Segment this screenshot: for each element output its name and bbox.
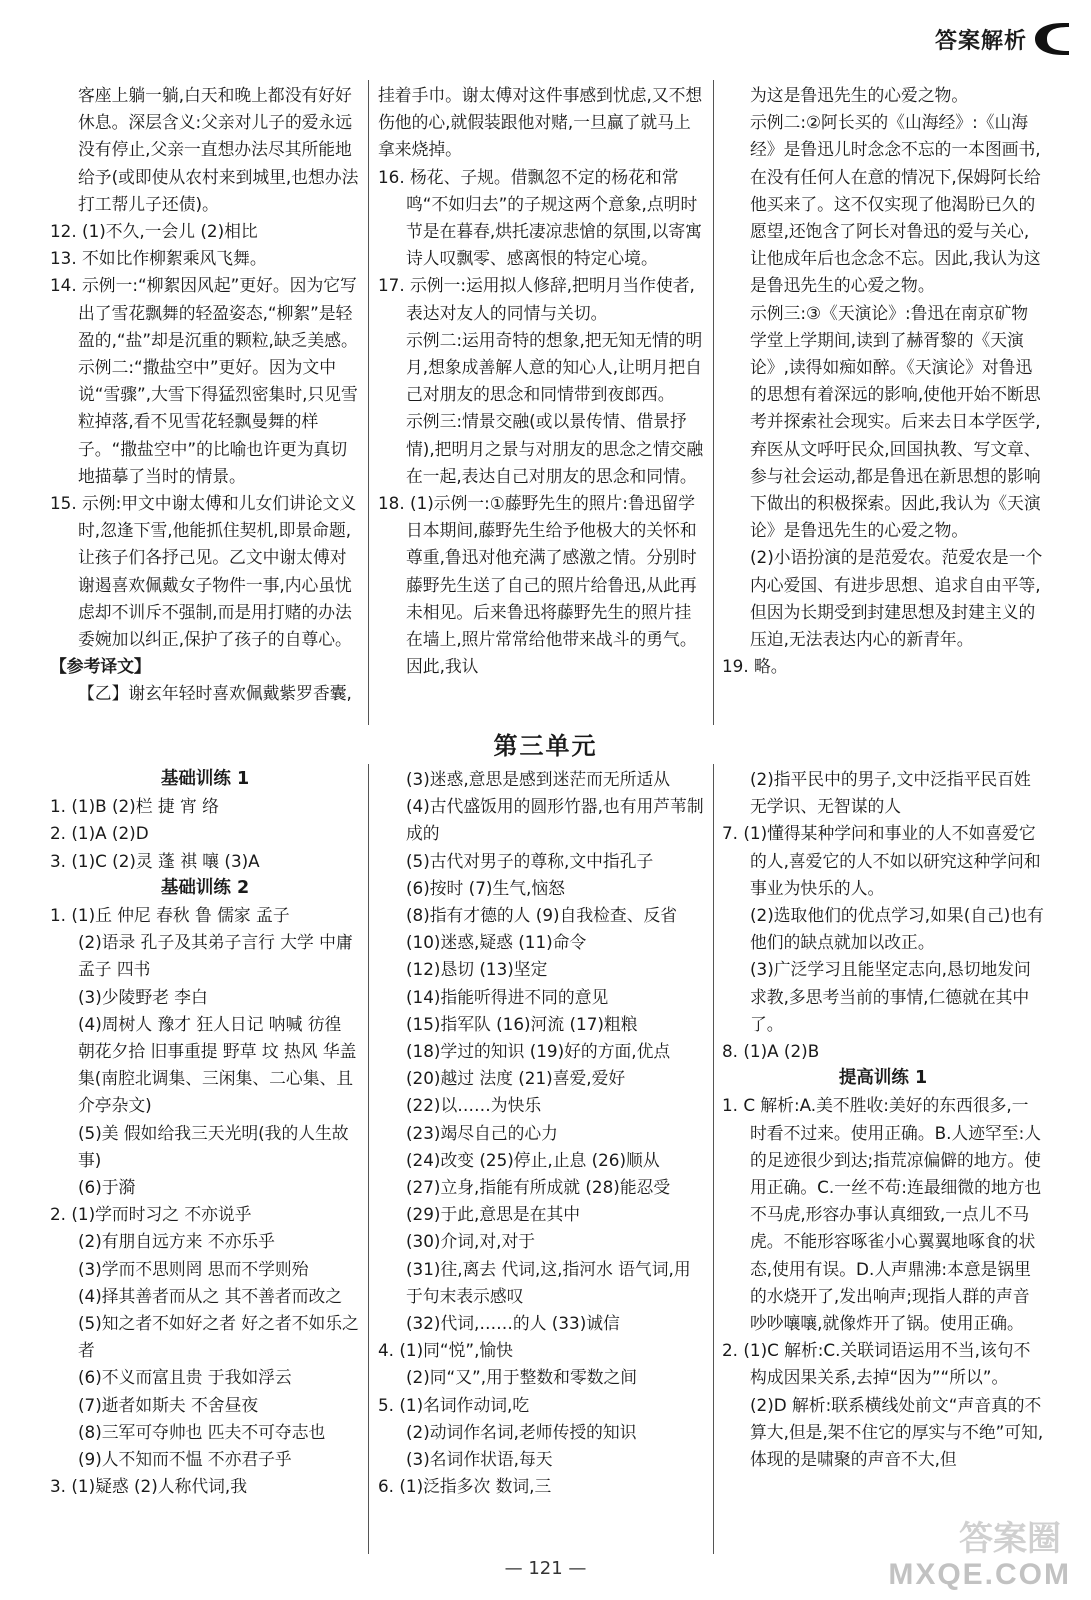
unit-title: 第三单元 [493,732,598,760]
answer-line: 1. (1)B (2)栏 捷 宵 络 [50,796,219,817]
answer-line: (5)知之者不如好之者 好之者不如乐之者 [78,1313,359,1361]
column-divider [368,80,369,725]
answer-line: (4)择其善者而从之 其不善者而改之 [78,1285,343,1306]
answer-line: (24)改变 (25)停止,止息 (26)顺从 [406,1149,660,1170]
answer-line: (32)代词,……的人 (33)诚信 [406,1313,620,1334]
watermark-url: MXQE.COM [888,1558,1071,1591]
answer-line: 1. (1)丘 仲尼 春秋 鲁 儒家 孟子 [50,905,290,926]
answer-line: (15)指军队 (16)河流 (17)粗粮 [406,1013,638,1034]
header-tab-icon [1033,21,1071,57]
answer-line: 示例二:“撒盐空中”更好。因为文中说“雪骤”,大雪下得猛烈密集时,只见雪粒掉落,看不见雪花轻飘曼舞的样子。“撒盐空中”的比喻也许更为真切地描摹了当时的情景。 [78,357,358,486]
answer-line: 示例二:②阿长买的《山海经》:《山海经》是鲁迅儿时念念不忘的一本图画书,在没有任何人在意的情况下,保姆阿长给他买来了。这不仅实现了他渴盼已久的愿望,还饱含了阿长对鲁迅的爱与关心,让他成年后也念念不忘。因此,我认为这是鲁迅先生的心爱之物。 [750,112,1041,296]
answer-line: (22)以……为快乐 [406,1095,542,1116]
answer-line: (20)越过 法度 (21)喜爱,爱好 [406,1068,626,1089]
answer-line: 示例二:运用奇特的想象,把无知无情的明月,想象成善解人意的知心人,让明月把自己对朋友的思念和同情带到夜郎西。 [406,329,703,405]
answer-line: (3)名词作状语,每天 [406,1449,553,1470]
answer-line: 15. 示例:甲文中谢太傅和儿女们讲论文义时,忽逢下雪,他能抓住契机,即景命题,让孩子们各抒己见。乙文中谢太傅对谢遏喜欢佩戴女子物件一事,内心虽忧虑却不训斥不强制,而是用打赌的办法委婉加以纠正,保护了孩子的自尊心。 [50,493,357,650]
answer-line: (3)迷惑,意思是感到迷茫而无所适从 [406,769,671,789]
answer-line: 客座上躺一躺,白天和晚上都没有好好休息。深层含义:父亲对儿子的爱永远没有停止,父亲一直想办法尽其所能地给予(或即使从农村来到城里,也想办法打工帮儿子还债)。 [78,85,359,214]
top-column-1 [50,82,360,722]
column-divider [368,764,369,1554]
answer-line: (6)于漪 [78,1177,136,1198]
answer-line: (30)介词,对,对于 [406,1231,536,1252]
answer-line: (2)选取他们的优点学习,如果(自己)也有他们的缺点就加以改正。 [750,905,1044,953]
bottom-column-2 [378,766,706,1556]
answer-line: (2)语录 孔子及其弟子言行 大学 中庸 孟子 四书 [78,932,353,980]
answer-line: 5. (1)名词作动词,吃 [378,1394,530,1415]
answer-line: (8)指有才德的人 (9)自我检查、反省 [406,905,678,926]
answer-line: (7)逝者如斯夫 不舍昼夜 [78,1394,259,1415]
section-heading: 基础训练 1 [160,769,250,789]
answer-line: 2. (1)A (2)D [50,823,149,844]
answer-line: 6. (1)泛指多次 数词,三 [378,1476,552,1497]
watermark-logo: 答案圈 [959,1519,1061,1559]
header-title: 答案解析 [934,28,1027,54]
page-footer: — 121 — [504,1558,587,1579]
answer-line: (3)广泛学习且能坚定志向,恳切地发问求教,多思考当前的事情,仁德就在其中了。 [750,959,1031,1034]
answer-line: 【乙】谢玄年轻时喜欢佩戴紫罗香囊, [78,683,352,704]
answer-line: (3)少陵野老 李白 [78,986,208,1007]
answer-line: 1. C 解析:A.美不胜收:美好的东西很多,一时看不过来。使用正确。B.人迹罕至:人的足迹很少到达;指荒凉偏僻的地方。使用正确。C.一丝不苟:连最细微的地方也不马虎,形容办事认真细致,一点儿不马虎。不能形容啄雀小心翼翼地啄食的状态,使用有误。D.人声鼎沸:本意是锅里的水烧开了,发出响声;现指人群的声音吵吵嚷嚷,就像炸开了锅。使用正确。 [722,1095,1042,1334]
answer-line: 18. (1)示例一:①藤野先生的照片:鲁迅留学日本期间,藤野先生给予他极大的关怀和尊重,鲁迅对他充满了感激之情。分别时藤野先生送了自己的照片给鲁迅,从此再未相见。后来鲁迅将藤野先生的照片挂在墙上,照片常常给他带来战斗的勇气。因此,我认 [378,493,697,677]
page-header [935,14,1071,64]
page-number: 121 [528,1558,563,1579]
answer-line: (23)竭尽自己的心力 [406,1122,558,1143]
answer-line: (6)按时 (7)生气,恼怒 [406,877,565,898]
answer-line: (2)动词作名词,老师传授的知识 [406,1421,637,1442]
answer-line: (2)D 解析:联系横线处前文“声音真的不算大,但是,架不住它的厚实与不绝”可知,体现的是啸聚的声音不大,但 [750,1394,1044,1470]
answer-line: 3. (1)疑惑 (2)人称代词,我 [50,1476,248,1497]
bottom-column-1 [50,766,360,1556]
answer-line: (10)迷惑,疑惑 (11)命令 [406,932,587,953]
answer-line: 12. (1)不久,一会儿 (2)相比 [50,221,258,242]
top-column-3 [722,82,1044,722]
answer-line: (5)古代对男子的尊称,文中指孔子 [406,850,654,871]
answer-line: (14)指能听得进不同的意见 [406,986,609,1007]
answer-line: (3)学而不思则罔 思而不学则殆 [78,1258,309,1279]
column-divider [713,764,714,1554]
answer-line: 14. 示例一:“柳絮因风起”更好。因为它写出了雪花飘舞的轻盈姿态,“柳絮”是轻盈的,“盐”却是沉重的颗粒,缺乏美感。 [50,275,358,350]
answer-line: 挂着手巾。谢太傅对这件事感到忧虑,又不想伤他的心,就假装跟他对赌,一旦赢了就马上拿来烧掉。 [378,85,703,160]
answer-line: (2)同“又”,用于整数和零数之间 [406,1367,638,1388]
answer-line: (2)指平民中的男子,文中泛指平民百姓无学识、无智谋的人 [750,769,1031,817]
answer-line: (5)美 假如给我三天光明(我的人生故事) [78,1122,349,1170]
answer-line: 13. 不如比作柳絮乘风飞舞。 [50,248,267,269]
answer-line: 3. (1)C (2)灵 蓬 祺 嚷 (3)A [50,850,260,871]
answer-line: 16. 杨花、子规。借飘忽不定的杨花和常鸣“不如归去”的子规这两个意象,点明时节是在暮春,烘托凄凉悲愴的氛围,以寄寓诗人叹飘零、感离恨的特定心境。 [378,166,702,269]
answer-line: 2. (1)学而时习之 不亦说乎 [50,1204,252,1225]
answer-line: (4)周树人 豫才 狂人日记 呐喊 彷徨 朝花夕拾 旧事重提 野草 坟 热风 华盖集(南腔北调集、三闲集、二心集、且介亭杂文) [78,1013,357,1116]
answer-line: 7. (1)懂得某种学问和事业的人不如喜爱它的人,喜爱它的人不如以研究这种学问和事业为快乐的人。 [722,823,1041,898]
answer-line: 19. 略。 [722,656,788,677]
answer-line: (29)于此,意思是在其中 [406,1204,581,1225]
answer-line: 17. 示例一:运用拟人修辞,把明月当作使者,表达对友人的同情与关切。 [378,275,695,323]
answer-line: (6)不义而富且贵 于我如浮云 [78,1367,292,1388]
answer-line: (12)恳切 (13)坚定 [406,959,548,980]
bottom-column-3 [722,766,1044,1556]
answer-line: 为这是鲁迅先生的心爱之物。 [750,85,969,105]
answer-line: (18)学过的知识 (19)好的方面,优点 [406,1041,671,1062]
column-divider [713,80,714,725]
section-heading: 基础训练 2 [160,877,250,898]
answer-line: (27)立身,指能有所成就 (28)能忍受 [406,1177,671,1198]
top-column-2 [378,82,706,722]
answer-line: 示例三:情景交融(或以景传情、借景抒情),把明月之景与对朋友的思念之情交融在一起,表达自己对朋友的思念和同情。 [406,411,704,486]
answer-line: (9)人不知而不愠 不亦君子乎 [78,1449,292,1470]
answer-line: 示例三:③《天演论》:鲁迅在南京矿物学堂上学期间,读到了赫胥黎的《天演论》,读得如痴如醉。《天演论》对鲁迅的思想有着深远的影响,使他开始不断思考并探索社会现实。后来去日本学医学,弃医从文呼吁民众,回国执教、写文章、参与社会运动,都是鲁迅在新思想的影响下做出的积极探索。因此,我认为《天演论》是鲁迅先生的心爱之物。 [750,302,1041,541]
answer-line: (2)小语扮演的是范爱农。范爱农是一个内心爱国、有进步思想、追求自由平等,但因为长期受到封建思想及封建主义的压迫,无法表达内心的新青年。 [750,547,1043,650]
answer-line: (4)古代盛饭用的圆形竹器,也有用芦苇制成的 [406,796,704,844]
answer-line: 2. (1)C 解析:C.关联词语运用不当,该句不构成因果关系,去掉“因为”“所以”。 [722,1340,1031,1388]
section-heading: 提高训练 1 [838,1068,928,1089]
answer-line: (8)三军可夺帅也 匹夫不可夺志也 [78,1421,326,1442]
answer-line: (31)往,离去 代词,这,指河水 语气词,用于句末表示感叹 [406,1258,691,1306]
answer-line: 8. (1)A (2)B [722,1041,820,1062]
translation-heading: 【参考译文】 [50,656,151,677]
answer-line: 4. (1)同“悦”,愉快 [378,1340,513,1361]
answer-line: (2)有朋自远方来 不亦乐乎 [78,1231,275,1252]
